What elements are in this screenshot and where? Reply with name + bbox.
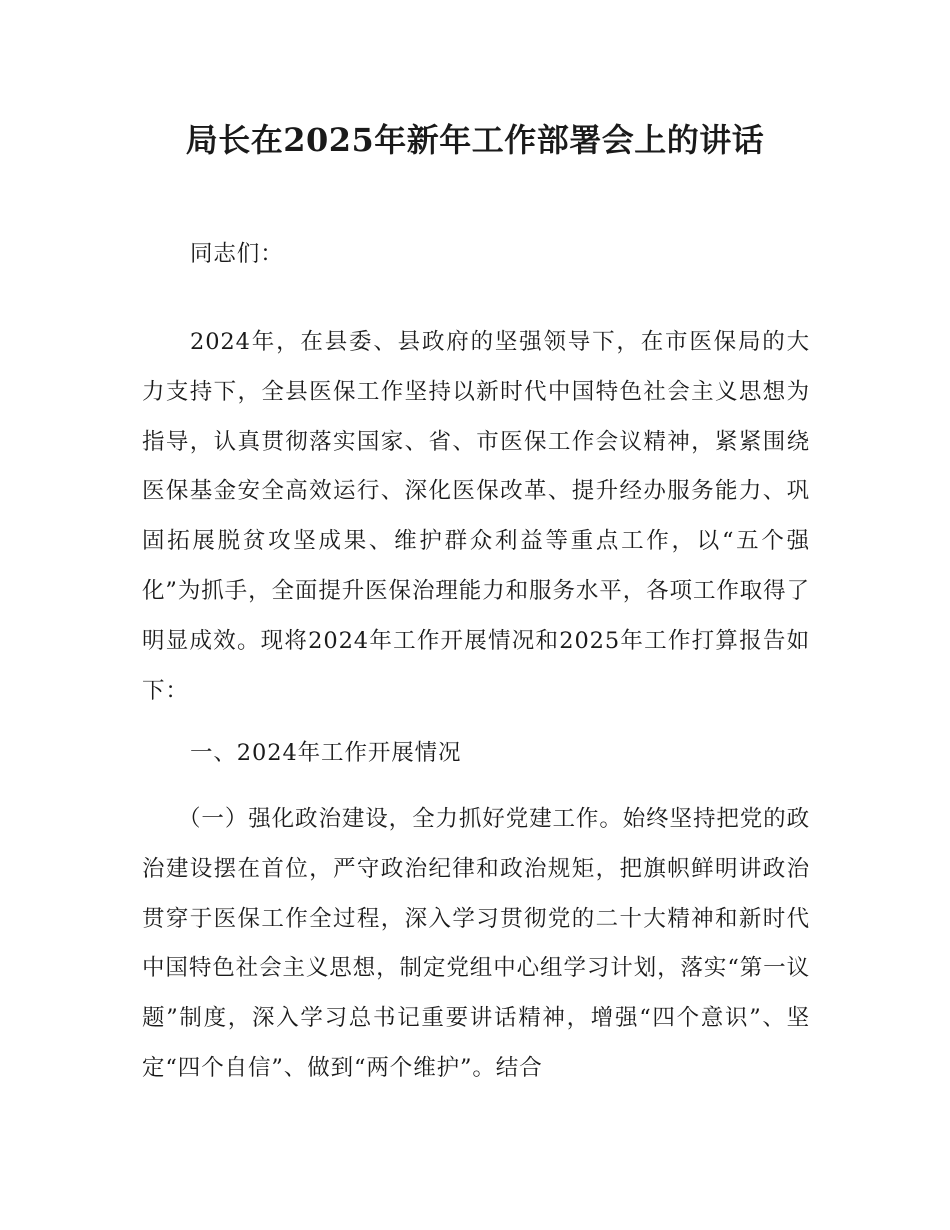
greeting: 同志们： [190,241,284,267]
section-heading: 一、2024年工作开展情况 [190,740,462,766]
body-paragraph: 2024年，在县委、县政府的坚强领导下，在市医保局的大力支持下，全县医保工作坚持以新时代中国特色社会主义思想为指导，认真贯彻落实国家、省、市医保工作会议精神，紧紧围绕医保基金安全高效运行、深化医保改革、提升经办服务能力、巩固拓展脱贫攻坚成果、维护群众利益等重点工作，以“五个强化”为抓手，全面提升医保治理能力和服务水平，各项工作取得了明显成效。现将2024年工作开展情况和2025年工作打算报告如下： [142,329,810,704]
body-paragraph: （一）强化政治建设，全力抓好党建工作。始终坚持把党的政治建设摆在首位，严守政治纪律和政治规矩，把旗帜鲜明讲政治贯穿于医保工作全过程，深入学习贯彻党的二十大精神和新时代中国特色社会主义思想，制定党组中心组学习计划，落实“第一议题”制度，深入学习总书记重要讲话精神，增强“四个意识”、坚定“四个自信”、做到“两个维护”。结合 [142,806,810,1081]
document-title: 局长在2025年新年工作部署会上的讲话 [185,121,765,159]
